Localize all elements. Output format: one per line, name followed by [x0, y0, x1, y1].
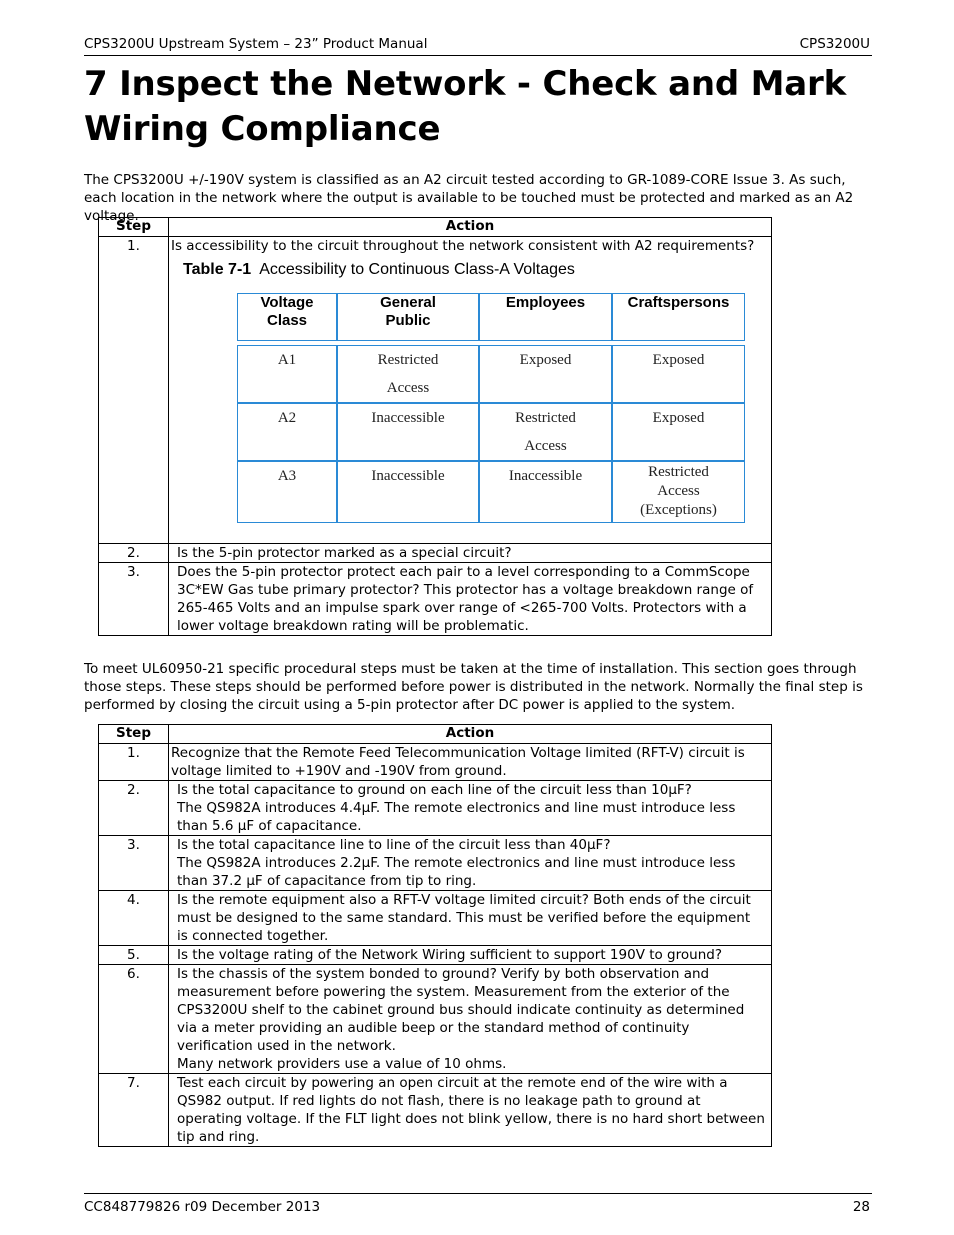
step-line: Test each circuit by powering an open circuit at the remote end of the wire with a QS982 output. If red lights do not flash, there is no leakage path to ground at operating voltage. If the FLT light does not blink yellow, there is no hard short between tip and ring.	[177, 1075, 765, 1145]
intro-paragraph: The CPS3200U +/-190V system is classified as an A2 circuit tested according to GR-1089-CORE Issue 3. As such, each location in the network where the output is available to be touched must be protected and marked as an A2 voltage.	[84, 172, 854, 224]
table-row	[99, 1074, 772, 1147]
step-number: 6.	[99, 965, 169, 1074]
class-header-cell: Voltage Class	[237, 293, 337, 341]
step-action	[169, 1074, 772, 1147]
caption-number: Table 7-1	[183, 261, 252, 278]
table-row	[99, 563, 772, 636]
step-number: 7.	[99, 1074, 169, 1147]
step-action	[169, 781, 772, 836]
step-action	[169, 891, 772, 946]
step-line: Is the total capacitance to ground on each line of the circuit less than 10µF?	[177, 782, 692, 798]
class-table-row	[237, 403, 745, 461]
step-number: 3.	[99, 563, 169, 636]
step-action: Is the 5-pin protector marked as a special circuit?	[169, 544, 772, 563]
table-row	[99, 836, 772, 891]
class-cell: Inaccessible	[479, 461, 612, 523]
step-action	[169, 836, 772, 891]
step-action: Does the 5-pin protector protect each pair to a level corresponding to a CommScope 3C*EW Gas tube primary protector? This protector has a voltage breakdown range of 265-465 Volts and an impulse spark over range of <265-700 Volts. Protectors with a lower voltage breakdown rating will be problematic.	[169, 563, 772, 636]
step-number: 1.	[99, 744, 169, 781]
col-step: Step	[99, 218, 169, 237]
installation-paragraph: To meet UL60950-21 specific procedural steps must be taken at the time of installation. This section goes through those steps. These steps should be performed before power is distributed in the network. Normally the final step is performed by closing the circuit using a 5-pin protector after DC power is applied to the system.	[84, 661, 863, 713]
table-row	[99, 946, 772, 965]
step-number: 2.	[99, 781, 169, 836]
class-cell: Restricted Access	[479, 403, 612, 461]
class-table-header	[237, 293, 745, 341]
header-product: CPS3200U	[799, 36, 870, 52]
step-number: 5.	[99, 946, 169, 965]
class-cell: Exposed	[612, 403, 745, 461]
table-header-row	[99, 218, 772, 237]
step-line: Many network providers use a value of 10 ohms.	[177, 1056, 507, 1072]
table-row	[99, 544, 772, 563]
page-header	[84, 34, 872, 56]
class-cell: Exposed	[612, 345, 745, 403]
voltage-class-table	[237, 293, 745, 523]
step-number: 2.	[99, 544, 169, 563]
class-cell: Inaccessible	[337, 461, 479, 523]
table-header-row	[99, 725, 772, 744]
table-row	[99, 781, 772, 836]
caption-text: Accessibility to Continuous Class-A Voltages	[259, 261, 575, 278]
table-row	[99, 965, 772, 1074]
step-action	[169, 744, 772, 781]
step-action	[169, 965, 772, 1074]
class-cell: Restricted Access (Exceptions)	[612, 461, 745, 523]
class-cell: A2	[237, 403, 337, 461]
step-line: The QS982A introduces 4.4µF. The remote electronics and line must introduce less than 5.6 µF of capacitance.	[177, 800, 736, 834]
class-header-cell: Craftspersons	[612, 293, 745, 341]
col-action: Action	[169, 725, 772, 744]
wiring-check-table	[98, 217, 772, 636]
class-table-caption	[183, 261, 765, 281]
class-cell: A3	[237, 461, 337, 523]
class-table-row	[237, 461, 745, 523]
page-number: 28	[852, 1199, 870, 1215]
col-action: Action	[169, 218, 772, 237]
step-number: 4.	[99, 891, 169, 946]
step-line: Recognize that the Remote Feed Telecommunication Voltage limited (RFT-V) circuit is voltage limited to +190V and -190V from ground.	[171, 745, 745, 779]
step-line: Is the voltage rating of the Network Wiring sufficient to support 190V to ground?	[177, 947, 722, 963]
class-table-row	[237, 345, 745, 403]
footer-doc-id: CC848779826 r09 December 2013	[84, 1199, 321, 1215]
step-number: 1.	[99, 237, 169, 544]
step-action-text: Is accessibility to the circuit throughout the network consistent with A2 requirements?	[171, 238, 755, 254]
step-line: Is the total capacitance line to line of the circuit less than 40µF?	[177, 837, 611, 853]
class-cell: Restricted Access	[337, 345, 479, 403]
step-line: Is the chassis of the system bonded to ground? Verify by both observation and measurement before powering the system. Measurement from the exterior of the CPS3200U shelf to the cabinet ground bus should indicate continuity as determined via a meter providing an audible beep or the standard method of continuity verification used in the network.	[177, 966, 745, 1054]
step-action	[169, 237, 772, 544]
page-footer	[84, 1193, 872, 1215]
page-title: 7 Inspect the Network - Check and Mark Wiring Compliance	[84, 64, 846, 149]
class-header-cell: Employees	[479, 293, 612, 341]
table-row	[99, 237, 772, 544]
step-line: Is the remote equipment also a RFT-V voltage limited circuit? Both ends of the circuit must be designed to the same standard. This must be verified before the equipment is connected together.	[177, 892, 751, 944]
class-header-cell: General Public	[337, 293, 479, 341]
class-cell: A1	[237, 345, 337, 403]
class-cell: Exposed	[479, 345, 612, 403]
table-row	[99, 891, 772, 946]
step-action	[169, 946, 772, 965]
step-number: 3.	[99, 836, 169, 891]
installation-steps-table	[98, 724, 772, 1147]
class-cell: Inaccessible	[337, 403, 479, 461]
step-line: The QS982A introduces 2.2µF. The remote electronics and line must introduce less than 37.2 µF of capacitance from tip to ring.	[177, 855, 736, 889]
table-row	[99, 744, 772, 781]
col-step: Step	[99, 725, 169, 744]
header-doc-title: CPS3200U Upstream System – 23” Product Manual	[84, 36, 428, 52]
